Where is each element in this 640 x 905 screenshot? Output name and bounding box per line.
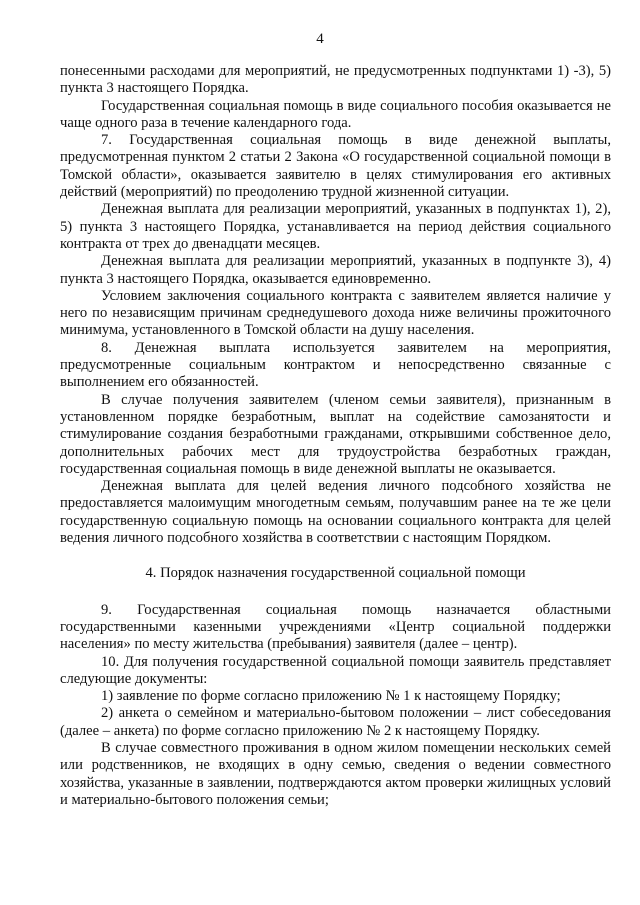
paragraph: Государственная социальная помощь в виде социального пособия оказывается не чаще одного раза в течение календарного года. — [60, 97, 611, 131]
paragraph: 8. Денежная выплата используется заявителем на мероприятия, предусмотренные социальным контрактом и непосредственно связанные с выполнением его обязанностей. — [60, 339, 611, 391]
paragraph: Условием заключения социального контракта с заявителем является наличие у него по независящим причинам среднедушевого дохода ниже величины прожиточного минимума, установленного в Томской области на душу населения. — [60, 287, 611, 339]
paragraph: 7. Государственная социальная помощь в виде денежной выплаты, предусмотренная пунктом 2 статьи 2 Закона «О государственной социальной помощи в Томской области», оказывается заявителю в целях стимулирования его активных действий (мероприятий) по преодолению трудной жизненной ситуации. — [60, 132, 611, 201]
list-item: 1) заявление по форме согласно приложению № 1 к настоящему Порядку; — [101, 688, 561, 705]
paragraph: 9. Государственная социальная помощь назначается областными государственными казенными учреждениями «Центр социальной поддержки населения» по месту жительства (пребывания) заявителя (далее – центр). — [60, 601, 611, 653]
paragraph: понесенными расходами для мероприятий, не предусмотренных подпунктами 1) -3), 5) пункта 3 настоящего Порядка. — [60, 63, 611, 97]
paragraph: Денежная выплата для реализации мероприятий, указанных в подпункте 3), 4) пункта 3 настоящего Порядка, оказывается единовременно. — [60, 253, 611, 287]
paragraph: 10. Для получения государственной социальной помощи заявитель представляет следующие документы: — [60, 653, 611, 687]
section-heading: 4. Порядок назначения государственной социальной помощи — [145, 565, 526, 582]
page-number: 4 — [316, 31, 324, 47]
document-body — [60, 63, 611, 809]
list-item: 2) анкета о семейном и материально-бытовом положении – лист собеседования (далее – анкета) по форме согласно приложению № 2 к настоящему Порядку. — [60, 705, 611, 739]
paragraph: Денежная выплата для целей ведения личного подсобного хозяйства не предоставляется малоимущим многодетным семьям, получавшим ранее на те же цели государственную социальную помощь на основании социального контракта для целей ведения личного подсобного хозяйства в соответствии с настоящим Порядком. — [60, 478, 611, 547]
paragraph: Денежная выплата для реализации мероприятий, указанных в подпунктах 1), 2), 5) пункта 3 настоящего Порядка, устанавливается на период действия социального контракта от трех до двенадцати месяцев. — [60, 201, 611, 252]
paragraph: В случае совместного проживания в одном жилом помещении нескольких семей или родственников, не входящих в одну семью, сведения о ведении совместного хозяйства, указанные в заявлении, подтверждаются актом проверки жилищных условий и материально-бытового положения семьи; — [60, 739, 611, 808]
paragraph: В случае получения заявителем (членом семьи заявителя), признанным в установленном порядке безработным, выплат на содействие самозанятости и стимулирование создания безработными гражданами, открывшими собственное дело, дополнительных рабочих мест для трудоустройства безработных граждан, государственная социальная помощь в виде денежной выплаты не оказывается. — [60, 391, 611, 477]
